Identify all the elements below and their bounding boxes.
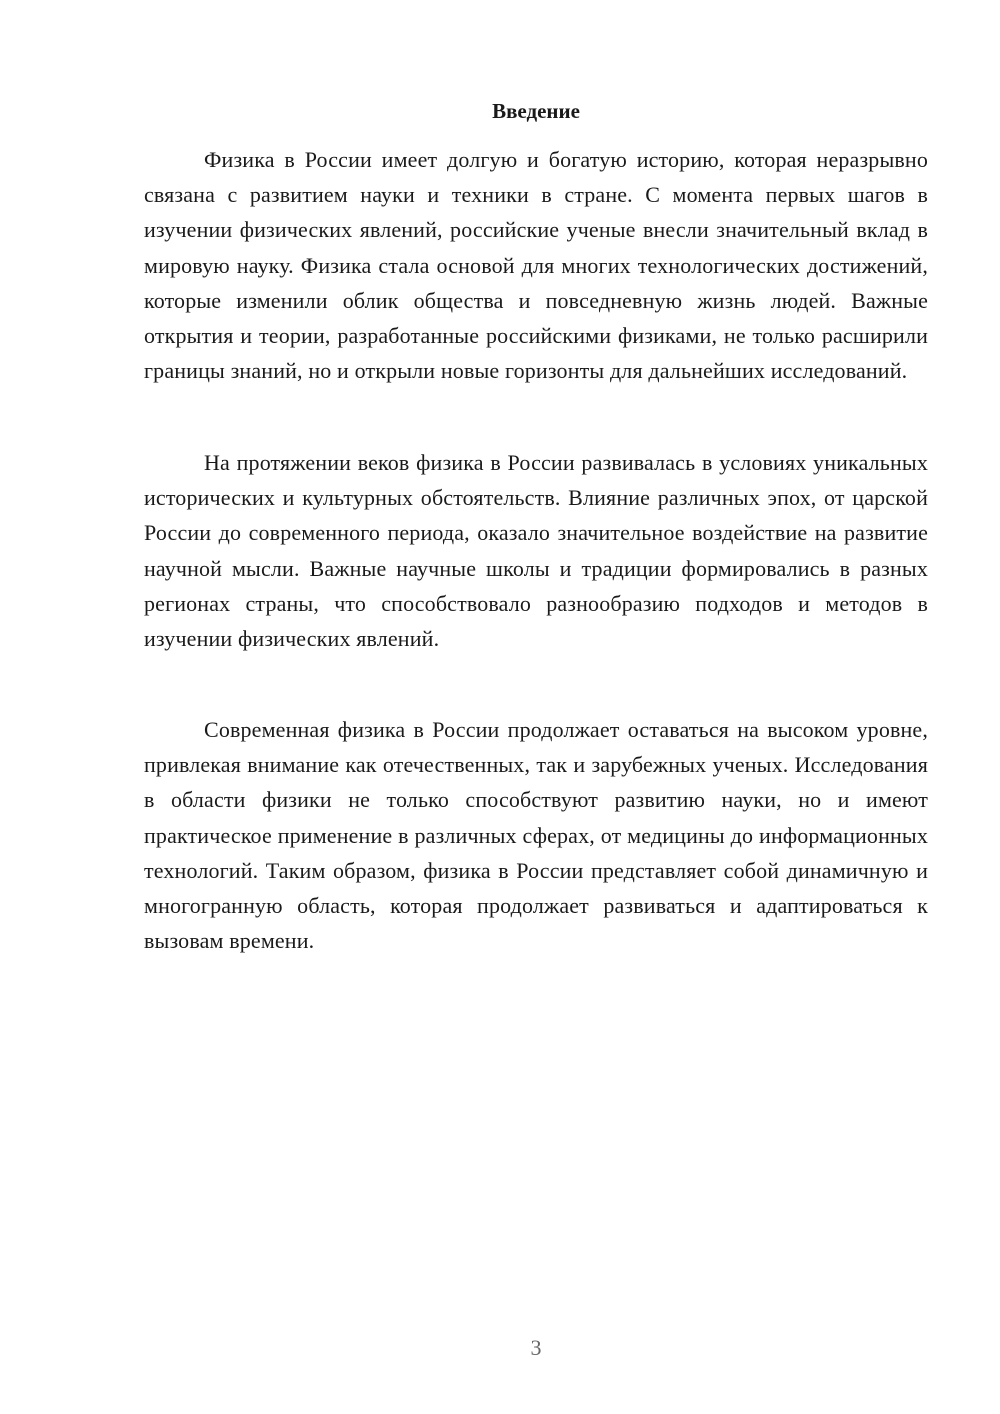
paragraph-1: Физика в России имеет долгую и богатую историю, которая неразрывно связана с развитием науки и техники в стране. С момента первых шагов в изучении физических явлений, российские ученые внесли значительный вклад в мировую науку. Физика стала основой для многих технологических достижений, которые изменили облик общества и повседневную жизнь людей. Важные открытия и теории, разработанные российскими физиками, не только расширили границы знаний, но и открыли новые горизонты для дальнейших исследований. [144, 147, 928, 384]
page-number: 3 [530, 1335, 542, 1360]
paragraph-3: Современная физика в России продолжает оставаться на высоком уровне, привлекая внимание как отечественных, так и зарубежных ученых. Исследования в области физики не только способствуют развитию науки, но и имеют практическое применение в различных сферах, от медицины до информационных технологий. Таким образом, физика в России представляет собой динамичную и многогранную область, которая продолжает развиваться и адаптироваться к вызовам времени. [144, 717, 928, 954]
section-heading: Введение [492, 99, 580, 123]
paragraph-2: На протяжении веков физика в России развивалась в условиях уникальных исторических и культурных обстоятельств. Влияние различных эпох, от царской России до современного периода, оказало значительное воздействие на развитие научной мысли. Важные научные школы и традиции формировались в разных регионах страны, что способствовало разнообразию подходов и методов в изучении физических явлений. [144, 450, 928, 652]
